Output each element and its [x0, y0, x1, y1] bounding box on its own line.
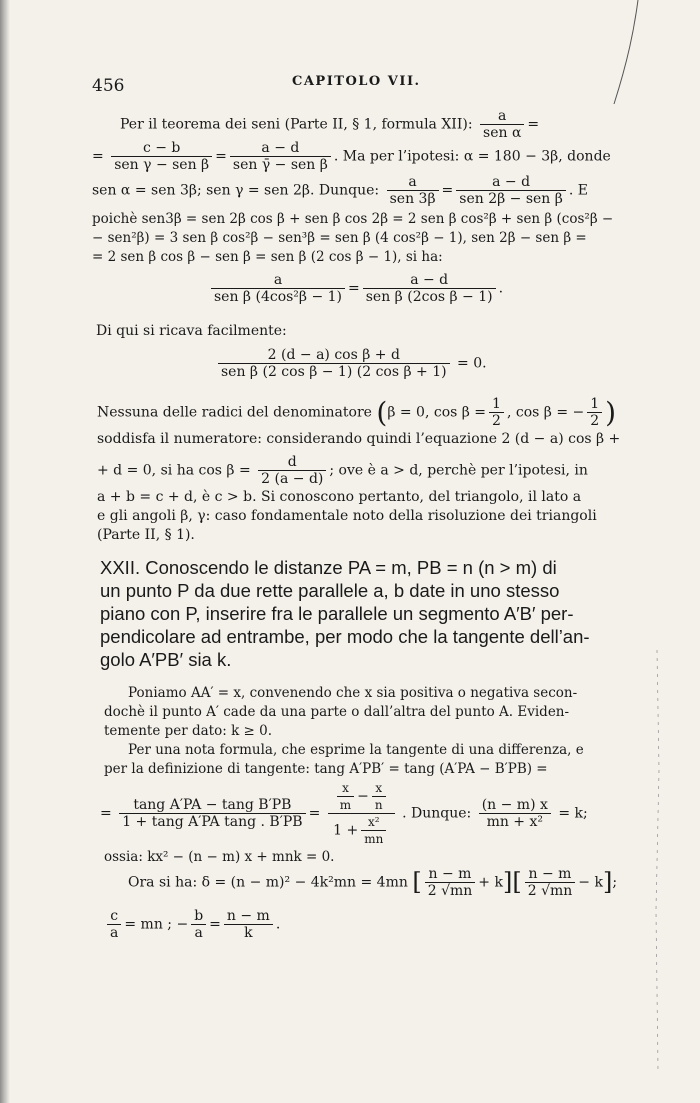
- solution-line3: temente per dato: k ≥ 0.: [104, 723, 273, 739]
- para1-line5: − sen²β) = 3 sen β cos²β − sen³β = sen β (4 cos²β − 1), sen 2β − sen β =: [92, 230, 587, 246]
- fraction-c-minus-b: $\frac{c - b}{\text{sen γ − sen β}}$: [111, 140, 212, 173]
- fraction-a-over-sen3b: $\frac{a}{\text{sen 3β}}$: [387, 174, 439, 207]
- para2-line4: + d = 0, si ha cos β = $\frac{d}{2 (a - d)}$ ; ove è a > d, perchè per l’ipotesi, in: [97, 454, 588, 487]
- para2-line5: a + b = c + d, è c > b. Si conoscono pertanto, del triangolo, il lato a: [97, 489, 582, 505]
- fraction-numerator-over-denominator: $\frac{\text{2 (d − a) cos β + d}}{\text{sen β (2 cos β − 1) (2 cos β + 1)}}$: [218, 347, 450, 380]
- problem-line: pendicolare ad entrambe, per modo che la tangente dell’an-: [100, 626, 590, 647]
- fraction-a-over-4cos: $\frac{a}{\text{sen β (4cos²β − 1)}}$: [211, 272, 345, 305]
- para1-line2: = $\frac{c - b}{\text{sen γ − sen β}}$ = $\frac{a - d}{\text{sen γ̄ − sen β}}$ . Ma per l’ipotesi: α = 180 − 3β, donde: [92, 140, 611, 173]
- fraction-one-half: $\frac{1}{2}$: [489, 396, 504, 429]
- pencil-mark-top: [610, 0, 640, 110]
- para1-equation: $\frac{a}{\text{sen β (4cos²β − 1)}}$ = $\frac{a - d}{\text{sen β (2cos β − 1)}}$ .: [208, 272, 503, 305]
- para1-line3: sen α = sen 3β; sen γ = sen 2β. Dunque: $\frac{a}{\text{sen 3β}}$ = $\frac{a - d}{\text{sen 2β − sen β}}$ . E: [92, 174, 588, 207]
- para2-line7: (Parte II, § 1).: [97, 527, 195, 543]
- fraction-one-half-neg: $\frac{1}{2}$: [587, 396, 602, 429]
- solution-line4: Per una nota formula, che esprime la tangente di una differenza, e: [128, 742, 584, 758]
- page-edge-shadow: [0, 0, 10, 1103]
- fraction-dunque: $\frac{(n - m) x}{\text{mn + x²}}$: [479, 797, 551, 830]
- discriminant-line: Ora si ha: δ = (n − m)² − 4k²mn = 4mn [ $\frac{n - m}{2 √mn}$ + k][ $\frac{n - m}{2 √mn}$ − k];: [128, 866, 618, 899]
- page-number: 456: [92, 76, 125, 96]
- fraction-d-over-2a-minus-d: $\frac{d}{2 (a - d)}$: [258, 454, 326, 487]
- compound-fraction: $\frac{x}{m}$ − $\frac{x}{n}$ 1 + $\frac{\text{x²}}{mn}$: [328, 780, 395, 847]
- problem-statement: [100, 556, 630, 671]
- fraction-a-minus-d-over-sen2b: $\frac{a - d}{\text{sen 2β − sen β}}$: [456, 174, 566, 207]
- fraction-a-minus-d-over-2cos: $\frac{a - d}{\text{sen β (2cos β − 1)}}$: [363, 272, 496, 305]
- problem-line: piano con P, inserire fra le parallele un segmento A′B′ per-: [100, 603, 574, 624]
- para1-line4: poichè sen3β = sen 2β cos β + sen β cos 2β = 2 sen β cos²β + sen β (cos²β −: [92, 211, 614, 227]
- problem-line: un punto P da due rette parallele a, b date in uno stesso: [100, 580, 560, 601]
- fraction-n-minus-m-over-k: $\frac{n - m}{k}$: [224, 908, 273, 941]
- solution-line2: dochè il punto A′ cade da una parte o dall’altra del punto A. Eviden-: [104, 704, 570, 720]
- bracket2-fraction: $\frac{n - m}{2 √mn}$: [525, 866, 576, 899]
- problem-line: XXII. Conoscendo le distanze PA = m, PB = n (n > m) di: [100, 557, 557, 578]
- fraction-b-over-a: $\frac{b}{a}$: [191, 908, 206, 941]
- para2-line3: soddisfa il numeratore: considerando quindi l’equazione 2 (d − a) cos β +: [97, 431, 621, 447]
- solution-line1: Poniamo AA′ = x, convenendo che x sia positiva o negativa secon-: [128, 685, 578, 701]
- fraction-a-minus-d: $\frac{a - d}{\text{sen γ̄ − sen β}}$: [230, 140, 331, 173]
- fraction-tangent-difference: $\frac{\text{tang A′PA − tang B′PB}}{\text{1 + tang A′PA tang . B′PB}}$: [119, 797, 305, 830]
- solution-line5: per la definizione di tangente: tang A′PB′ = tang (A′PA − B′PB) =: [104, 761, 548, 777]
- tangent-equation: = $\frac{\text{tang A′PA − tang B′PB}}{\text{1 + tang A′PA tang . B′PB}}$ = $\frac{x}{m}$ − $\frac{x}{n}$ 1 + $\frac{\text{x²}}{mn}$ . Dunque: $\frac{(n - m) x}{\text{mn + x²}}$ = k;: [100, 781, 588, 846]
- para2-line6: e gli angoli β, γ: caso fondamentale noto della risoluzione dei triangoli: [97, 508, 597, 524]
- fraction-c-over-a: $\frac{c}{a}$: [107, 908, 121, 941]
- running-head: CAPITOLO VII.: [292, 74, 421, 89]
- para2-equation: $\frac{\text{2 (d − a) cos β + d}}{\text{sen β (2 cos β − 1) (2 cos β + 1)}}$ = 0.: [215, 347, 487, 380]
- para2-line2: Nessuna delle radici del denominatore (β = 0, cos β = $\frac{1}{2}$ , cos β = − $\frac{1}{2}$ ): [97, 396, 617, 429]
- pencil-mark-right: [645, 650, 665, 1070]
- para1-line6: = 2 sen β cos β − sen β = sen β (2 cos β − 1), si ha:: [92, 249, 443, 265]
- problem-line: golo A′PB′ sia k.: [100, 649, 232, 670]
- bracket1-fraction: $\frac{n - m}{2 √mn}$: [425, 866, 476, 899]
- solution-line7: ossia: kx² − (n − m) x + mnk = 0.: [104, 849, 335, 865]
- roots-relations-line: $\frac{c}{a}$ = mn ; − $\frac{b}{a}$ = $\frac{n - m}{k}$ .: [104, 908, 280, 941]
- para1-line1: Per il teorema dei seni (Parte II, § 1, formula XII): $\frac{a}{\text{sen α}}$ =: [120, 108, 540, 141]
- para2-line1: Di qui si ricava facilmente:: [96, 323, 287, 339]
- fraction-a-over-sen-alpha: $\frac{a}{\text{sen α}}$: [480, 108, 524, 141]
